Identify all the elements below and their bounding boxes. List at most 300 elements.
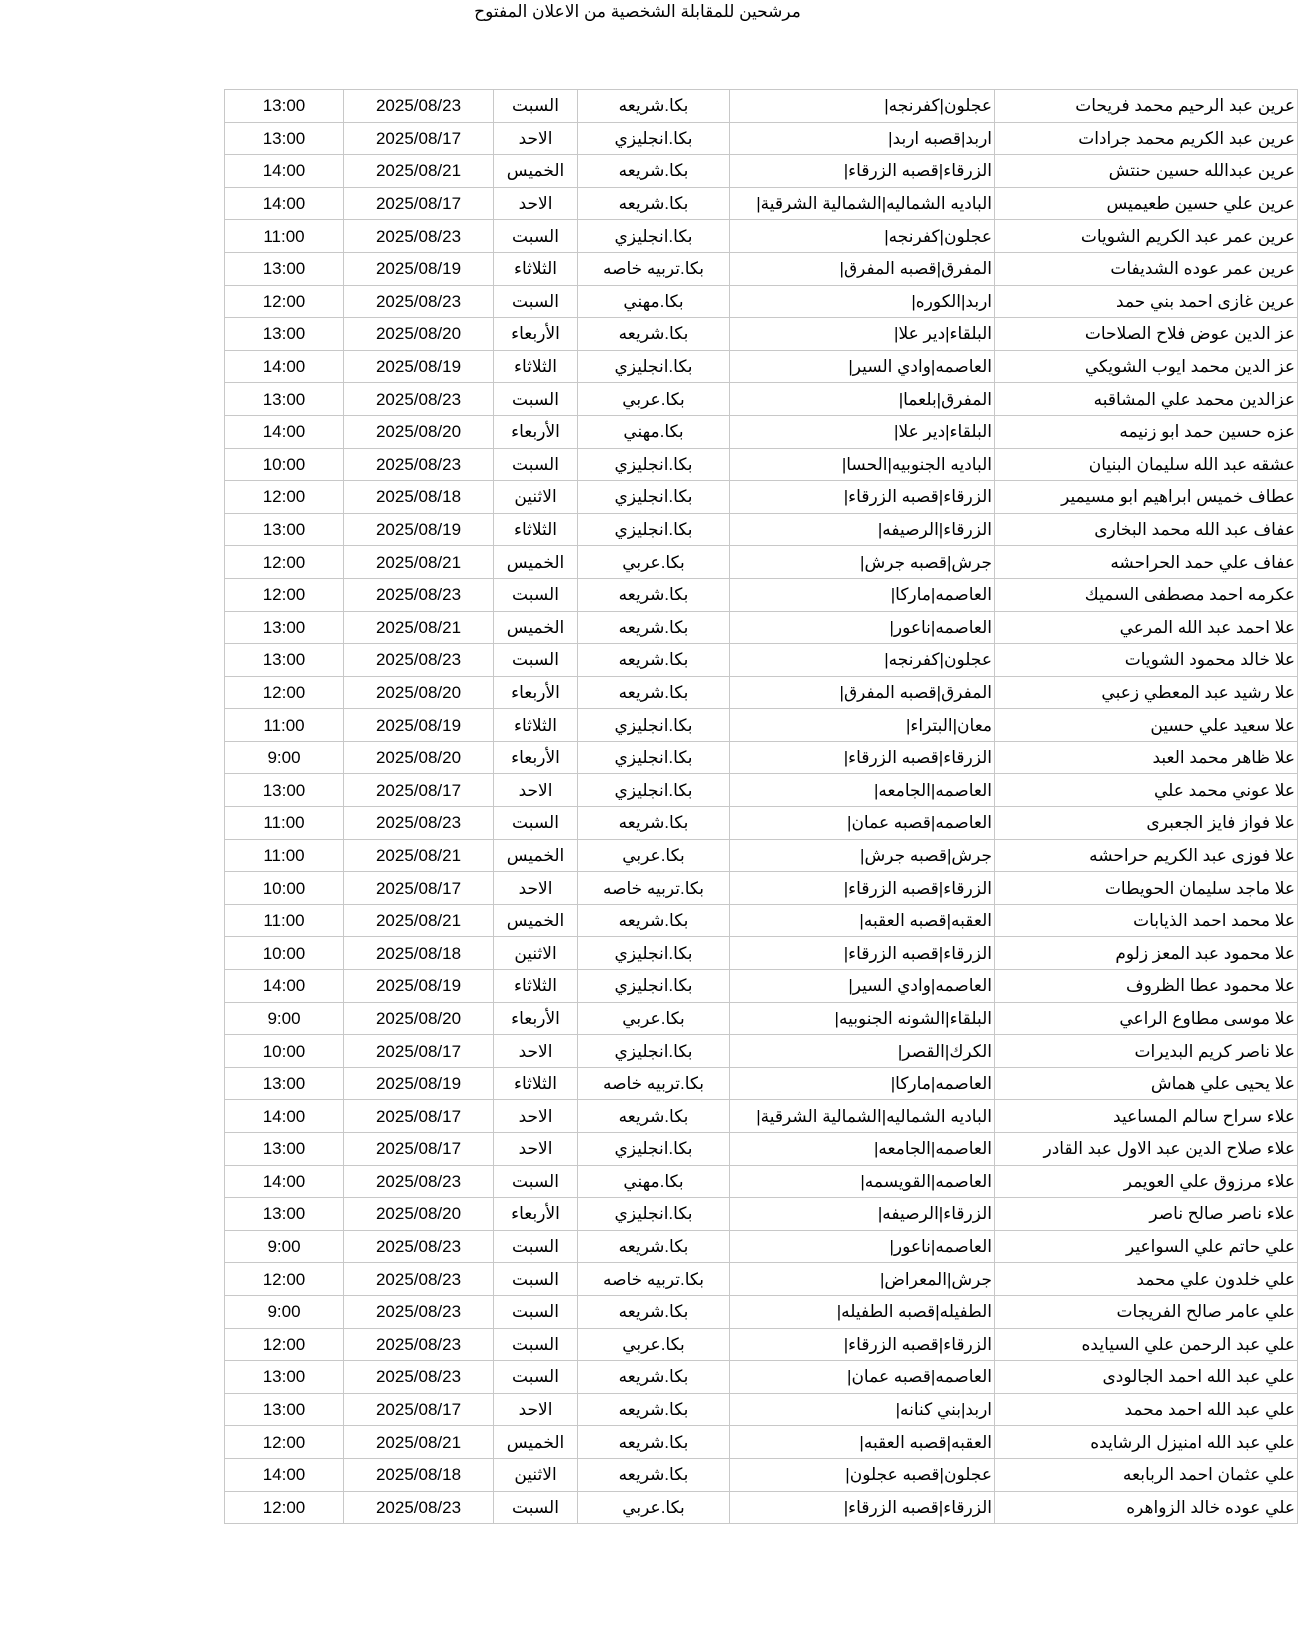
candidate-name-cell: علي عثمان احمد الربابعه bbox=[995, 1458, 1298, 1491]
time-cell: 10:00 bbox=[225, 872, 344, 905]
time-cell: 10:00 bbox=[225, 937, 344, 970]
time-cell: 14:00 bbox=[225, 415, 344, 448]
table-row bbox=[225, 676, 1298, 709]
time-cell: 12:00 bbox=[225, 1263, 344, 1296]
candidate-name-cell: عرين عمر عبد الكريم الشويات bbox=[995, 220, 1298, 253]
day-cell: السبت bbox=[494, 1295, 578, 1328]
major-cell: بكا.شريعه bbox=[578, 1361, 730, 1394]
location-cell: اربد|الكوره| bbox=[730, 285, 995, 318]
table-row bbox=[225, 1100, 1298, 1133]
candidate-name-cell: عفاف علي حمد الحراحشه bbox=[995, 546, 1298, 579]
date-cell: 2025/08/17 bbox=[344, 872, 494, 905]
major-cell: بكا.انجليزي bbox=[578, 709, 730, 742]
location-cell: الباديه الجنوبيه|الحسا| bbox=[730, 448, 995, 481]
major-cell: بكا.شريعه bbox=[578, 318, 730, 351]
day-cell: الخميس bbox=[494, 839, 578, 872]
major-cell: بكا.عربي bbox=[578, 839, 730, 872]
date-cell: 2025/08/20 bbox=[344, 415, 494, 448]
table-row bbox=[225, 285, 1298, 318]
location-cell: عجلون|كفرنجه| bbox=[730, 220, 995, 253]
candidate-name-cell: عرين عمر عوده الشديفات bbox=[995, 252, 1298, 285]
candidate-name-cell: علا ناصر كريم البديرات bbox=[995, 1035, 1298, 1068]
time-cell: 11:00 bbox=[225, 709, 344, 742]
major-cell: بكا.شريعه bbox=[578, 676, 730, 709]
date-cell: 2025/08/17 bbox=[344, 187, 494, 220]
table-row bbox=[225, 513, 1298, 546]
date-cell: 2025/08/23 bbox=[344, 1491, 494, 1524]
time-cell: 11:00 bbox=[225, 807, 344, 840]
table-body bbox=[225, 90, 1298, 1524]
table-row bbox=[225, 1361, 1298, 1394]
candidate-name-cell: علا ظاهر محمد العبد bbox=[995, 741, 1298, 774]
date-cell: 2025/08/19 bbox=[344, 252, 494, 285]
candidate-name-cell: عشقه عبد الله سليمان البنيان bbox=[995, 448, 1298, 481]
major-cell: بكا.عربي bbox=[578, 546, 730, 579]
day-cell: السبت bbox=[494, 1165, 578, 1198]
location-cell: العاصمه|قصبه عمان| bbox=[730, 1361, 995, 1394]
location-cell: العاصمه|الجامعه| bbox=[730, 774, 995, 807]
major-cell: بكا.تربيه خاصه bbox=[578, 1263, 730, 1296]
table-row bbox=[225, 1230, 1298, 1263]
time-cell: 10:00 bbox=[225, 448, 344, 481]
day-cell: الاثنين bbox=[494, 481, 578, 514]
candidate-name-cell: علا ماجد سليمان الحويطات bbox=[995, 872, 1298, 905]
time-cell: 13:00 bbox=[225, 318, 344, 351]
location-cell: المفرق|قصبه المفرق| bbox=[730, 252, 995, 285]
date-cell: 2025/08/21 bbox=[344, 546, 494, 579]
day-cell: الاحد bbox=[494, 122, 578, 155]
table-row bbox=[225, 415, 1298, 448]
date-cell: 2025/08/20 bbox=[344, 1198, 494, 1231]
table-row bbox=[225, 904, 1298, 937]
date-cell: 2025/08/19 bbox=[344, 1067, 494, 1100]
candidate-name-cell: علي عوده خالد الزواهره bbox=[995, 1491, 1298, 1524]
time-cell: 9:00 bbox=[225, 1230, 344, 1263]
major-cell: بكا.عربي bbox=[578, 1002, 730, 1035]
table-row bbox=[225, 318, 1298, 351]
major-cell: بكا.شريعه bbox=[578, 155, 730, 188]
candidate-name-cell: علي عبد الله احمد الجالودى bbox=[995, 1361, 1298, 1394]
location-cell: الطفيله|قصبه الطفيله| bbox=[730, 1295, 995, 1328]
table-row bbox=[225, 1295, 1298, 1328]
day-cell: السبت bbox=[494, 90, 578, 123]
time-cell: 14:00 bbox=[225, 1165, 344, 1198]
day-cell: الأربعاء bbox=[494, 415, 578, 448]
location-cell: العاصمه|وادي السير| bbox=[730, 350, 995, 383]
time-cell: 13:00 bbox=[225, 1361, 344, 1394]
time-cell: 14:00 bbox=[225, 155, 344, 188]
day-cell: الاثنين bbox=[494, 1458, 578, 1491]
table-row bbox=[225, 220, 1298, 253]
table-row bbox=[225, 187, 1298, 220]
time-cell: 12:00 bbox=[225, 578, 344, 611]
day-cell: الخميس bbox=[494, 155, 578, 188]
major-cell: بكا.شريعه bbox=[578, 807, 730, 840]
location-cell: العقبه|قصبه العقبه| bbox=[730, 1426, 995, 1459]
day-cell: السبت bbox=[494, 383, 578, 416]
table-row bbox=[225, 872, 1298, 905]
location-cell: الزرقاء|الرصيفه| bbox=[730, 513, 995, 546]
day-cell: السبت bbox=[494, 1230, 578, 1263]
candidate-name-cell: علا فواز فايز الجعبرى bbox=[995, 807, 1298, 840]
time-cell: 14:00 bbox=[225, 1458, 344, 1491]
location-cell: المفرق|قصبه المفرق| bbox=[730, 676, 995, 709]
major-cell: بكا.مهني bbox=[578, 415, 730, 448]
candidate-name-cell: عطاف خميس ابراهيم ابو مسيمير bbox=[995, 481, 1298, 514]
day-cell: الاحد bbox=[494, 774, 578, 807]
location-cell: العاصمه|قصبه عمان| bbox=[730, 807, 995, 840]
major-cell: بكا.انجليزي bbox=[578, 1133, 730, 1166]
candidate-name-cell: علي عامر صالح الفريجات bbox=[995, 1295, 1298, 1328]
time-cell: 13:00 bbox=[225, 774, 344, 807]
candidate-name-cell: علاء مرزوق علي العويمر bbox=[995, 1165, 1298, 1198]
date-cell: 2025/08/21 bbox=[344, 611, 494, 644]
location-cell: الكرك|القصر| bbox=[730, 1035, 995, 1068]
day-cell: الاحد bbox=[494, 187, 578, 220]
day-cell: الثلاثاء bbox=[494, 350, 578, 383]
day-cell: السبت bbox=[494, 1328, 578, 1361]
date-cell: 2025/08/23 bbox=[344, 807, 494, 840]
date-cell: 2025/08/21 bbox=[344, 904, 494, 937]
time-cell: 13:00 bbox=[225, 90, 344, 123]
table-row bbox=[225, 481, 1298, 514]
location-cell: العاصمه|القويسمه| bbox=[730, 1165, 995, 1198]
time-cell: 13:00 bbox=[225, 513, 344, 546]
date-cell: 2025/08/19 bbox=[344, 709, 494, 742]
date-cell: 2025/08/21 bbox=[344, 839, 494, 872]
table-row bbox=[225, 122, 1298, 155]
location-cell: العاصمه|ناعور| bbox=[730, 1230, 995, 1263]
day-cell: الثلاثاء bbox=[494, 970, 578, 1003]
table-row bbox=[225, 252, 1298, 285]
date-cell: 2025/08/23 bbox=[344, 448, 494, 481]
day-cell: الثلاثاء bbox=[494, 513, 578, 546]
location-cell: العاصمه|الجامعه| bbox=[730, 1133, 995, 1166]
table-row bbox=[225, 1035, 1298, 1068]
major-cell: بكا.عربي bbox=[578, 1328, 730, 1361]
day-cell: الاحد bbox=[494, 1100, 578, 1133]
location-cell: الزرقاء|قصبه الزرقاء| bbox=[730, 872, 995, 905]
day-cell: الثلاثاء bbox=[494, 709, 578, 742]
major-cell: بكا.شريعه bbox=[578, 578, 730, 611]
candidate-name-cell: علا محمود عبد المعز زلوم bbox=[995, 937, 1298, 970]
major-cell: بكا.انجليزي bbox=[578, 741, 730, 774]
candidate-name-cell: عز الدين عوض فلاح الصلاحات bbox=[995, 318, 1298, 351]
day-cell: الثلاثاء bbox=[494, 252, 578, 285]
candidate-name-cell: علا محمود عطا الظروف bbox=[995, 970, 1298, 1003]
location-cell: اربد|بني كنانه| bbox=[730, 1393, 995, 1426]
time-cell: 14:00 bbox=[225, 970, 344, 1003]
candidate-name-cell: علي خلدون علي محمد bbox=[995, 1263, 1298, 1296]
date-cell: 2025/08/23 bbox=[344, 90, 494, 123]
location-cell: العاصمه|وادي السير| bbox=[730, 970, 995, 1003]
time-cell: 12:00 bbox=[225, 1426, 344, 1459]
time-cell: 9:00 bbox=[225, 1295, 344, 1328]
table-row bbox=[225, 774, 1298, 807]
major-cell: بكا.انجليزي bbox=[578, 448, 730, 481]
time-cell: 13:00 bbox=[225, 1067, 344, 1100]
location-cell: جرش|قصبه جرش| bbox=[730, 546, 995, 579]
table-row bbox=[225, 1458, 1298, 1491]
table-row bbox=[225, 807, 1298, 840]
date-cell: 2025/08/21 bbox=[344, 155, 494, 188]
table-row bbox=[225, 970, 1298, 1003]
major-cell: بكا.انجليزي bbox=[578, 481, 730, 514]
time-cell: 12:00 bbox=[225, 481, 344, 514]
location-cell: البلقاء|دير علا| bbox=[730, 415, 995, 448]
day-cell: السبت bbox=[494, 578, 578, 611]
day-cell: الأربعاء bbox=[494, 741, 578, 774]
candidate-name-cell: عزه حسين حمد ابو زنيمه bbox=[995, 415, 1298, 448]
candidate-name-cell: علي عبد الرحمن علي السيايده bbox=[995, 1328, 1298, 1361]
table-row bbox=[225, 578, 1298, 611]
day-cell: الأربعاء bbox=[494, 1198, 578, 1231]
table-row bbox=[225, 937, 1298, 970]
location-cell: عجلون|كفرنجه| bbox=[730, 644, 995, 677]
major-cell: بكا.انجليزي bbox=[578, 970, 730, 1003]
candidate-name-cell: علا عوني محمد علي bbox=[995, 774, 1298, 807]
major-cell: بكا.شريعه bbox=[578, 1426, 730, 1459]
major-cell: بكا.انجليزي bbox=[578, 350, 730, 383]
table-row bbox=[225, 1133, 1298, 1166]
candidate-name-cell: علا فوزى عبد الكريم حراحشه bbox=[995, 839, 1298, 872]
time-cell: 9:00 bbox=[225, 741, 344, 774]
major-cell: بكا.شريعه bbox=[578, 90, 730, 123]
table-row bbox=[225, 741, 1298, 774]
table-row bbox=[225, 350, 1298, 383]
table-row bbox=[225, 1198, 1298, 1231]
candidate-name-cell: علاء صلاح الدين عبد الاول عبد القادر bbox=[995, 1133, 1298, 1166]
time-cell: 13:00 bbox=[225, 1198, 344, 1231]
time-cell: 11:00 bbox=[225, 904, 344, 937]
table-row bbox=[225, 1002, 1298, 1035]
major-cell: بكا.انجليزي bbox=[578, 1035, 730, 1068]
date-cell: 2025/08/23 bbox=[344, 644, 494, 677]
day-cell: السبت bbox=[494, 220, 578, 253]
location-cell: العاصمه|ماركا| bbox=[730, 578, 995, 611]
day-cell: الأربعاء bbox=[494, 676, 578, 709]
day-cell: الخميس bbox=[494, 1426, 578, 1459]
date-cell: 2025/08/20 bbox=[344, 741, 494, 774]
table-row bbox=[225, 644, 1298, 677]
date-cell: 2025/08/23 bbox=[344, 1263, 494, 1296]
location-cell: الزرقاء|قصبه الزرقاء| bbox=[730, 741, 995, 774]
major-cell: بكا.انجليزي bbox=[578, 774, 730, 807]
major-cell: بكا.تربيه خاصه bbox=[578, 1067, 730, 1100]
date-cell: 2025/08/23 bbox=[344, 285, 494, 318]
candidate-name-cell: عرين عبد الرحيم محمد فريحات bbox=[995, 90, 1298, 123]
day-cell: السبت bbox=[494, 644, 578, 677]
location-cell: الباديه الشماليه|الشمالية الشرقية| bbox=[730, 187, 995, 220]
candidate-name-cell: علا محمد احمد الذيابات bbox=[995, 904, 1298, 937]
location-cell: معان|البتراء| bbox=[730, 709, 995, 742]
candidate-name-cell: عرين عبد الكريم محمد جرادات bbox=[995, 122, 1298, 155]
date-cell: 2025/08/23 bbox=[344, 1295, 494, 1328]
location-cell: اربد|قصبه اربد| bbox=[730, 122, 995, 155]
date-cell: 2025/08/23 bbox=[344, 220, 494, 253]
time-cell: 13:00 bbox=[225, 1393, 344, 1426]
major-cell: بكا.شريعه bbox=[578, 904, 730, 937]
location-cell: الزرقاء|قصبه الزرقاء| bbox=[730, 1328, 995, 1361]
major-cell: بكا.تربيه خاصه bbox=[578, 872, 730, 905]
major-cell: بكا.شريعه bbox=[578, 1230, 730, 1263]
page-title: مرشحين للمقابلة الشخصية من الاعلان المفتوح bbox=[474, 2, 801, 21]
date-cell: 2025/08/23 bbox=[344, 1230, 494, 1263]
major-cell: بكا.شريعه bbox=[578, 1100, 730, 1133]
candidate-name-cell: علا خالد محمود الشويات bbox=[995, 644, 1298, 677]
date-cell: 2025/08/20 bbox=[344, 1002, 494, 1035]
major-cell: بكا.شريعه bbox=[578, 644, 730, 677]
table-row bbox=[225, 611, 1298, 644]
date-cell: 2025/08/23 bbox=[344, 1361, 494, 1394]
day-cell: الخميس bbox=[494, 611, 578, 644]
candidate-name-cell: علاء ناصر صالح ناصر bbox=[995, 1198, 1298, 1231]
location-cell: الباديه الشماليه|الشمالية الشرقية| bbox=[730, 1100, 995, 1133]
candidate-name-cell: عرين غازى احمد بني حمد bbox=[995, 285, 1298, 318]
day-cell: الاثنين bbox=[494, 937, 578, 970]
major-cell: بكا.شريعه bbox=[578, 1295, 730, 1328]
table-row bbox=[225, 1393, 1298, 1426]
location-cell: البلقاء|الشونه الجنوبيه| bbox=[730, 1002, 995, 1035]
location-cell: البلقاء|دير علا| bbox=[730, 318, 995, 351]
candidate-name-cell: علا موسى مطاوع الراعي bbox=[995, 1002, 1298, 1035]
major-cell: بكا.انجليزي bbox=[578, 937, 730, 970]
location-cell: العاصمه|ناعور| bbox=[730, 611, 995, 644]
candidate-name-cell: علا يحيى علي هماش bbox=[995, 1067, 1298, 1100]
date-cell: 2025/08/21 bbox=[344, 1426, 494, 1459]
date-cell: 2025/08/17 bbox=[344, 1100, 494, 1133]
day-cell: الاحد bbox=[494, 1035, 578, 1068]
day-cell: الاحد bbox=[494, 1133, 578, 1166]
date-cell: 2025/08/17 bbox=[344, 1035, 494, 1068]
day-cell: السبت bbox=[494, 807, 578, 840]
major-cell: بكا.عربي bbox=[578, 1491, 730, 1524]
time-cell: 10:00 bbox=[225, 1035, 344, 1068]
major-cell: بكا.انجليزي bbox=[578, 513, 730, 546]
major-cell: بكا.انجليزي bbox=[578, 1198, 730, 1231]
table-row bbox=[225, 1067, 1298, 1100]
location-cell: الزرقاء|قصبه الزرقاء| bbox=[730, 937, 995, 970]
time-cell: 13:00 bbox=[225, 644, 344, 677]
date-cell: 2025/08/23 bbox=[344, 1165, 494, 1198]
major-cell: بكا.شريعه bbox=[578, 1458, 730, 1491]
table-row bbox=[225, 155, 1298, 188]
major-cell: بكا.شريعه bbox=[578, 611, 730, 644]
major-cell: بكا.شريعه bbox=[578, 1393, 730, 1426]
major-cell: بكا.مهني bbox=[578, 285, 730, 318]
day-cell: الخميس bbox=[494, 904, 578, 937]
time-cell: 13:00 bbox=[225, 611, 344, 644]
day-cell: السبت bbox=[494, 1361, 578, 1394]
date-cell: 2025/08/19 bbox=[344, 513, 494, 546]
time-cell: 12:00 bbox=[225, 285, 344, 318]
time-cell: 14:00 bbox=[225, 1100, 344, 1133]
table-row bbox=[225, 546, 1298, 579]
location-cell: عجلون|قصبه عجلون| bbox=[730, 1458, 995, 1491]
table-row bbox=[225, 1165, 1298, 1198]
time-cell: 14:00 bbox=[225, 187, 344, 220]
major-cell: بكا.انجليزي bbox=[578, 122, 730, 155]
date-cell: 2025/08/17 bbox=[344, 122, 494, 155]
time-cell: 13:00 bbox=[225, 1133, 344, 1166]
date-cell: 2025/08/17 bbox=[344, 774, 494, 807]
day-cell: الاحد bbox=[494, 1393, 578, 1426]
candidate-name-cell: عز الدين محمد ايوب الشويكي bbox=[995, 350, 1298, 383]
candidate-name-cell: عكرمه احمد مصطفى السميك bbox=[995, 578, 1298, 611]
table-row bbox=[225, 1263, 1298, 1296]
table-row bbox=[225, 709, 1298, 742]
location-cell: جرش|قصبه جرش| bbox=[730, 839, 995, 872]
date-cell: 2025/08/19 bbox=[344, 970, 494, 1003]
major-cell: بكا.شريعه bbox=[578, 187, 730, 220]
major-cell: بكا.تربيه خاصه bbox=[578, 252, 730, 285]
candidate-name-cell: علا احمد عبد الله المرعي bbox=[995, 611, 1298, 644]
location-cell: عجلون|كفرنجه| bbox=[730, 90, 995, 123]
time-cell: 12:00 bbox=[225, 546, 344, 579]
time-cell: 9:00 bbox=[225, 1002, 344, 1035]
location-cell: الزرقاء|قصبه الزرقاء| bbox=[730, 481, 995, 514]
day-cell: الأربعاء bbox=[494, 1002, 578, 1035]
candidate-name-cell: عزالدين محمد علي المشاقبه bbox=[995, 383, 1298, 416]
candidate-name-cell: عرين علي حسين طعيميس bbox=[995, 187, 1298, 220]
location-cell: الزرقاء|قصبه الزرقاء| bbox=[730, 155, 995, 188]
time-cell: 13:00 bbox=[225, 252, 344, 285]
time-cell: 14:00 bbox=[225, 350, 344, 383]
location-cell: العقبه|قصبه العقبه| bbox=[730, 904, 995, 937]
date-cell: 2025/08/20 bbox=[344, 318, 494, 351]
time-cell: 12:00 bbox=[225, 676, 344, 709]
location-cell: جرش|المعراض| bbox=[730, 1263, 995, 1296]
day-cell: السبت bbox=[494, 285, 578, 318]
day-cell: السبت bbox=[494, 448, 578, 481]
day-cell: الاحد bbox=[494, 872, 578, 905]
day-cell: السبت bbox=[494, 1263, 578, 1296]
date-cell: 2025/08/23 bbox=[344, 1328, 494, 1361]
location-cell: الزرقاء|قصبه الزرقاء| bbox=[730, 1491, 995, 1524]
date-cell: 2025/08/23 bbox=[344, 383, 494, 416]
date-cell: 2025/08/17 bbox=[344, 1393, 494, 1426]
candidate-name-cell: علي عبد الله امنيزل الرشايده bbox=[995, 1426, 1298, 1459]
date-cell: 2025/08/18 bbox=[344, 481, 494, 514]
time-cell: 13:00 bbox=[225, 122, 344, 155]
day-cell: الأربعاء bbox=[494, 318, 578, 351]
candidate-name-cell: عرين عبدالله حسين حنتش bbox=[995, 155, 1298, 188]
table-row bbox=[225, 1491, 1298, 1524]
date-cell: 2025/08/17 bbox=[344, 1133, 494, 1166]
candidate-name-cell: علا رشيد عبد المعطي زعبي bbox=[995, 676, 1298, 709]
time-cell: 11:00 bbox=[225, 220, 344, 253]
date-cell: 2025/08/20 bbox=[344, 676, 494, 709]
table-row bbox=[225, 1426, 1298, 1459]
day-cell: السبت bbox=[494, 1491, 578, 1524]
candidate-name-cell: عفاف عبد الله محمد البخارى bbox=[995, 513, 1298, 546]
candidate-name-cell: علاء سراح سالم المساعيد bbox=[995, 1100, 1298, 1133]
candidates-table bbox=[224, 89, 1298, 1524]
location-cell: الزرقاء|الرصيفه| bbox=[730, 1198, 995, 1231]
table-row bbox=[225, 839, 1298, 872]
date-cell: 2025/08/19 bbox=[344, 350, 494, 383]
time-cell: 13:00 bbox=[225, 383, 344, 416]
major-cell: بكا.انجليزي bbox=[578, 220, 730, 253]
table-row bbox=[225, 383, 1298, 416]
candidate-name-cell: علي حاتم علي السواعير bbox=[995, 1230, 1298, 1263]
day-cell: الثلاثاء bbox=[494, 1067, 578, 1100]
date-cell: 2025/08/18 bbox=[344, 1458, 494, 1491]
date-cell: 2025/08/18 bbox=[344, 937, 494, 970]
table-row bbox=[225, 448, 1298, 481]
candidate-name-cell: علا سعيد علي حسين bbox=[995, 709, 1298, 742]
location-cell: العاصمه|ماركا| bbox=[730, 1067, 995, 1100]
